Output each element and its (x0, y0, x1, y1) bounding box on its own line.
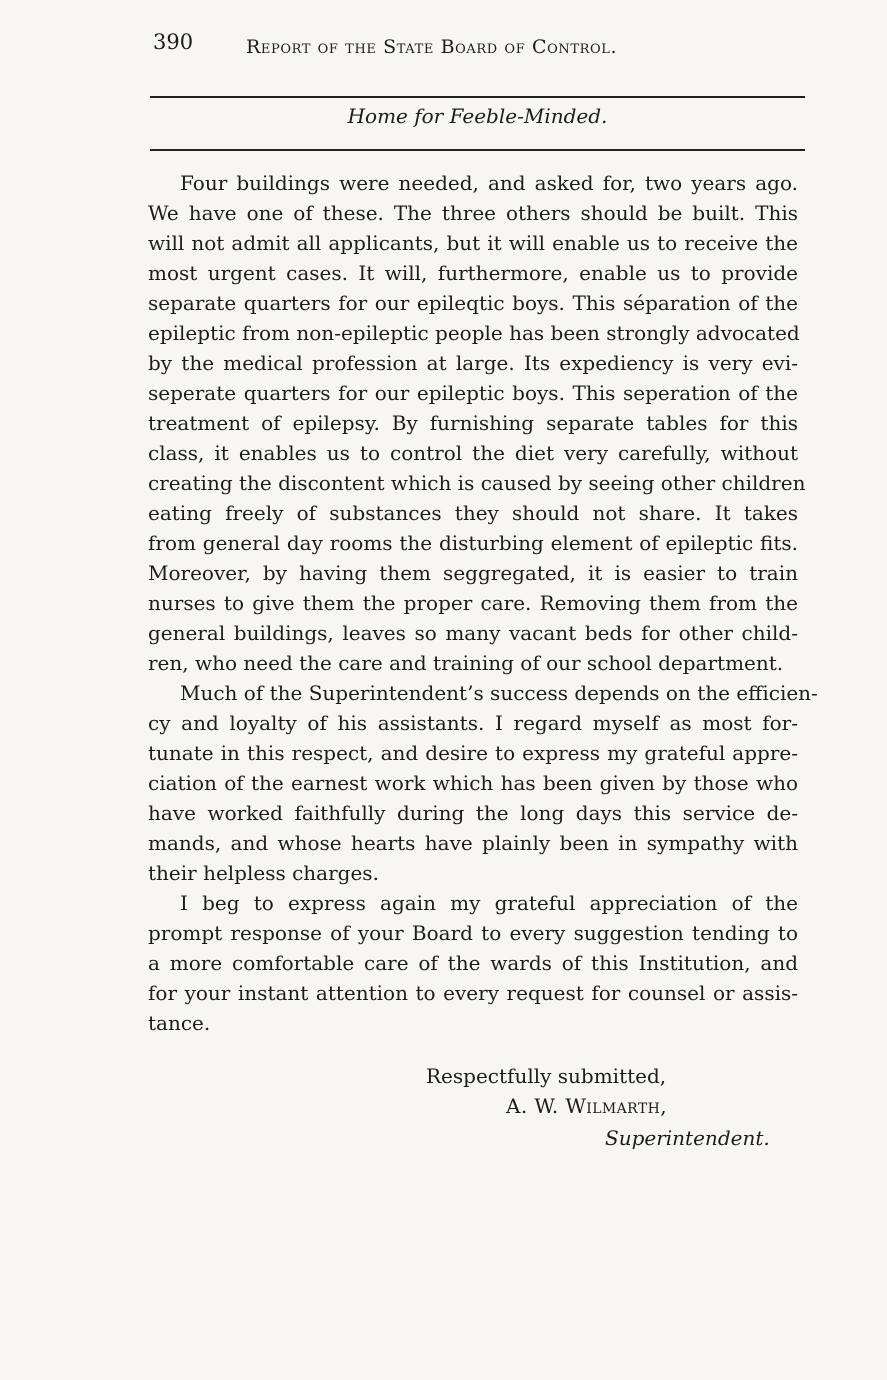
signer-title: Superintendent. (605, 1126, 770, 1150)
text-line: Much of the Superintendent’s success depends on the efficien- (180, 681, 818, 705)
text-line: tunate in this respect, and desire to express my grateful appre- (148, 741, 798, 765)
text-line: mands, and whose hearts have plainly been in sympathy with (148, 831, 798, 855)
text-line: have worked faithfully during the long days this service de- (148, 801, 798, 825)
section-title: Home for Feeble-Minded. (347, 104, 608, 128)
sign-off: Respectfully submitted, (426, 1064, 667, 1088)
text-line: We have one of these. The three others should be built. This (148, 201, 798, 225)
text-line: ciation of the earnest work which has been given by those who (148, 771, 798, 795)
text-line: most urgent cases. It will, furthermore, enable us to provide (148, 261, 798, 285)
text-line: ren, who need the care and training of our school department. (148, 651, 784, 675)
text-line: general buildings, leaves so many vacant beds for other child- (148, 621, 798, 645)
text-line: by the medical profession at large. Its expediency is very evi- (148, 351, 798, 375)
text-line: treatment of epilepsy. By furnishing separate tables for this (148, 411, 798, 435)
text-line: Moreover, by having them seggregated, it is easier to train (148, 561, 798, 585)
page-number: 390 (153, 30, 194, 54)
text-line: I beg to express again my grateful appreciation of the (180, 891, 798, 915)
text-line: a more comfortable care of the wards of this Institution, and (148, 951, 798, 975)
text-line: Four buildings were needed, and asked for, two years ago. (180, 171, 798, 195)
section-rule (150, 149, 805, 151)
text-line: from general day rooms the disturbing element of epileptic fits. (148, 531, 798, 555)
text-line: for your instant attention to every request for counsel or assis- (148, 981, 798, 1005)
text-line: class, it enables us to control the diet very carefully, without (148, 441, 798, 465)
running-head: Report of the State Board of Control. (246, 36, 618, 58)
text-line: seperate quarters for our epileptic boys. This seperation of the (148, 381, 798, 405)
signer-name: A. W. Wilmarth, (506, 1094, 667, 1118)
text-line: prompt response of your Board to every suggestion tending to (148, 921, 798, 945)
text-line: separate quarters for our epileqtic boys. This séparation of the (148, 291, 798, 315)
text-line: epileptic from non-epileptic people has been strongly advocated (148, 321, 800, 345)
text-line: nurses to give them the proper care. Removing them from the (148, 591, 798, 615)
text-line: creating the discontent which is caused by seeing other children (148, 471, 806, 495)
text-line: will not admit all applicants, but it will enable us to receive the (148, 231, 798, 255)
top-rule (150, 96, 805, 98)
body-text (148, 168, 818, 1038)
text-line: cy and loyalty of his assistants. I regard myself as most for- (148, 711, 798, 735)
text-line: their helpless charges. (148, 861, 379, 885)
text-line: eating freely of substances they should not share. It takes (148, 501, 798, 525)
text-line: tance. (148, 1011, 211, 1035)
